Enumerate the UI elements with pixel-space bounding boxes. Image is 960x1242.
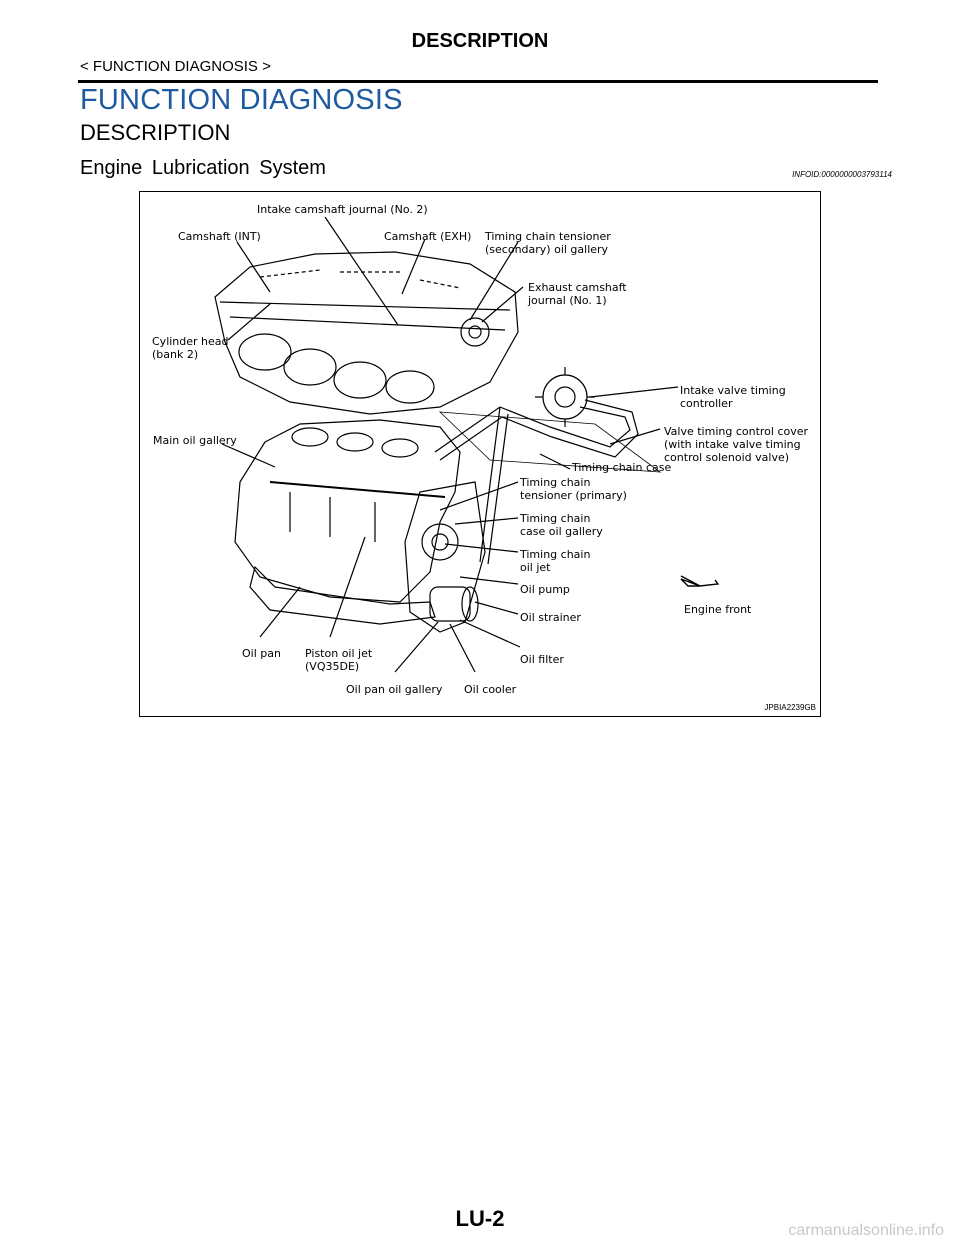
label-tc-tensioner-secondary-1: Timing chain tensioner [485,230,611,243]
subsection-title: DESCRIPTION [80,120,231,145]
breadcrumb: < FUNCTION DIAGNOSIS > [80,58,271,75]
label-oil-filter: Oil filter [520,653,564,666]
label-piston-oil-jet-2: (VQ35DE) [305,660,360,673]
label-camshaft-exh: Camshaft (EXH) [384,230,472,243]
label-intake-camshaft-journal: Intake camshaft journal (No. 2) [257,203,428,216]
figure-id: JPBIA2239GB [764,703,816,712]
label-tc-case-gallery-2: case oil gallery [520,525,603,538]
label-engine-front: Engine front [684,603,752,616]
label-oil-cooler: Oil cooler [464,683,517,696]
label-ivt-controller-2: controller [680,397,733,410]
label-oil-pan-gallery: Oil pan oil gallery [346,683,443,696]
label-tc-oil-jet-2: oil jet [520,561,551,574]
label-ivt-controller-1: Intake valve timing [680,384,786,397]
label-vtc-cover-2: (with intake valve timing [664,438,801,451]
page-header-title: DESCRIPTION [411,30,549,52]
section-title: FUNCTION DIAGNOSIS [80,84,403,116]
label-piston-oil-jet-1: Piston oil jet [305,647,373,660]
watermark: carmanualsonline.info [788,1222,944,1239]
label-tc-tensioner-secondary-2: (secondary) oil gallery [485,243,609,256]
label-cylinder-head-2: (bank 2) [152,348,199,361]
label-cylinder-head-1: Cylinder head [152,335,229,348]
label-tc-case-gallery-1: Timing chain [520,512,591,525]
label-vtc-cover-1: Valve timing control cover [664,425,809,438]
label-timing-chain-case: Timing chain case [572,461,672,474]
header-divider [78,80,878,83]
label-exhaust-camshaft-2: journal (No. 1) [528,294,607,307]
label-vtc-cover-3: control solenoid valve) [664,451,790,464]
label-tc-tensioner-primary-2: tensioner (primary) [520,489,627,502]
label-oil-pan: Oil pan [242,647,281,660]
topic-title: Engine Lubrication System [80,157,326,179]
label-oil-strainer: Oil strainer [520,611,581,624]
label-tc-oil-jet-1: Timing chain [520,548,591,561]
engine-lubrication-diagram [139,191,821,717]
page-number: LU-2 [455,1206,505,1231]
label-main-oil-gallery: Main oil gallery [153,434,237,447]
label-oil-pump: Oil pump [520,583,570,596]
label-tc-tensioner-primary-1: Timing chain [520,476,591,489]
info-id: INFOID:0000000003793114 [792,170,892,179]
label-camshaft-int: Camshaft (INT) [178,230,261,243]
label-exhaust-camshaft-1: Exhaust camshaft [528,281,627,294]
